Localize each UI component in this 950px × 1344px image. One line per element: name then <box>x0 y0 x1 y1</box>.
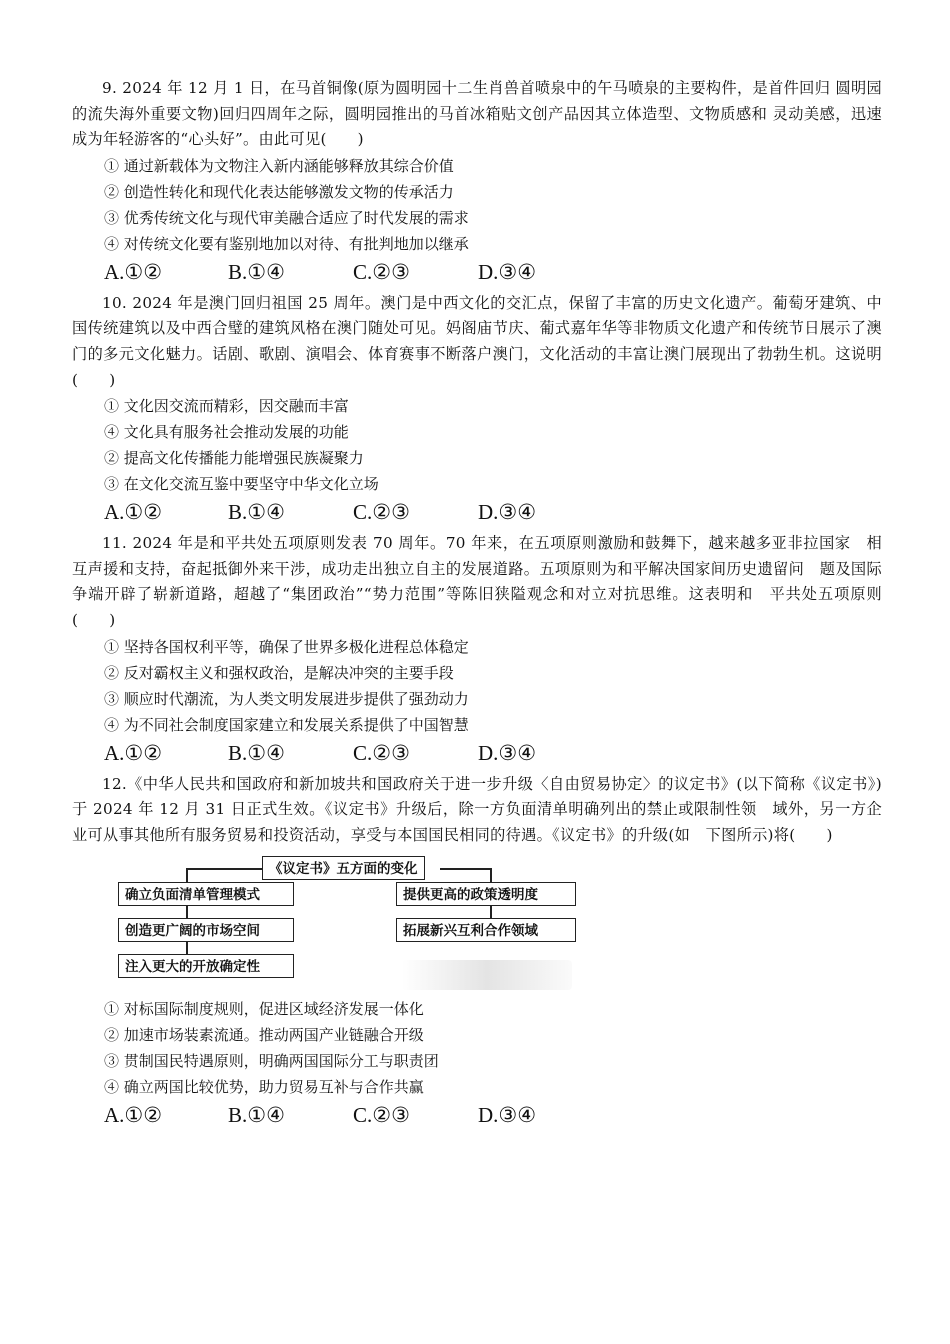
option-statement: ③ 顺应时代潮流，为人类文明发展进步提供了强劲动力 <box>104 689 469 708</box>
answer-choices <box>72 497 882 527</box>
choice-b[interactable]: B.①④ <box>228 500 285 525</box>
answer-choices <box>72 1100 882 1130</box>
option-statement: ④ 为不同社会制度国家建立和发展关系提供了中国智慧 <box>104 715 469 734</box>
choice-d[interactable]: D.③④ <box>478 259 537 284</box>
choice-d[interactable]: D.③④ <box>478 500 537 525</box>
choice-c[interactable]: C.②③ <box>353 740 410 765</box>
diagram-left-box: 注入更大的开放确定性 <box>118 954 294 978</box>
option-statement: ③ 在文化交流互鉴中要坚守中华文化立场 <box>104 475 379 494</box>
choice-c[interactable]: C.②③ <box>353 500 410 525</box>
choice-b[interactable]: B.①④ <box>228 259 285 284</box>
connector-line <box>186 906 188 918</box>
choice-a[interactable]: A.①② <box>104 740 163 765</box>
option-statement: ② 加速市场装素流通。推动两国产业链融合开级 <box>104 1026 424 1045</box>
choice-d[interactable]: D.③④ <box>478 740 537 765</box>
protocol-changes-diagram <box>72 854 592 992</box>
choice-b[interactable]: B.①④ <box>228 1103 285 1128</box>
answer-choices <box>72 257 882 287</box>
connector-line <box>490 868 492 882</box>
diagram-right-box: 拓展新兴互利合作领域 <box>396 918 576 942</box>
question-9 <box>72 76 882 287</box>
question-stem: 12.《中华人民共和国政府和新加坡共和国政府关于进一步升级〈自由贸易协定〉的议定书》(以下简称《议定书》)于 2024 年 12 月 31 日正式生效。《议定书》升级后，除一方负面清单明确列出的禁止或限制性领 域外，另一方企业可从事其他所有服务贸易和投资活动，享受与本国国民相同的待遇。《议定书》的升级(如 下图所示)将( ) <box>72 774 882 844</box>
option-statement: ② 反对霸权主义和强权政治，是解决冲突的主要手段 <box>104 663 454 682</box>
option-statement: ② 提高文化传播能力能增强民族凝聚力 <box>104 449 364 468</box>
option-statement: ④ 确立两国比较优势，助力贸易互补与合作共赢 <box>104 1078 424 1097</box>
diagram-left-box: 创造更广阔的市场空间 <box>118 918 294 942</box>
choice-a[interactable]: A.①② <box>104 500 163 525</box>
question-stem: 9. 2024 年 12 月 1 日，在马首铜像(原为圆明园十二生肖兽首喷泉中的午马喷泉的主要构件，是首件回归 圆明园的流失海外重要文物)回归四周年之际，圆明园推出的马首冰箱贴文创产品因其立体造型、文物质感和 灵动美感，迅速成为年轻游客的“心头好”。由此可见( ) <box>72 79 882 149</box>
option-statement: ④ 对传统文化要有鉴别地加以对待、有批判地加以继承 <box>104 234 469 253</box>
question-11 <box>72 531 882 767</box>
choice-a[interactable]: A.①② <box>104 1103 163 1128</box>
diagram-left-box: 确立负面清单管理模式 <box>118 882 294 906</box>
connector-line <box>186 868 262 870</box>
option-statement: ④ 文化具有服务社会推动发展的功能 <box>104 423 349 442</box>
question-stem: 10. 2024 年是澳门回归祖国 25 周年。澳门是中西文化的交汇点，保留了丰富的历史文化遗产。葡萄牙建筑、中国传统建筑以及中西合璧的建筑风格在澳门随处可见。妈阁庙节庆、葡式嘉年华等非物质文化遗产和传统节日展示了澳门的多元文化魅力。话剧、歌剧、演唱会、体育赛事不断落户澳门，文化活动的丰富让澳门展现出了勃勃生机。这说明( ) <box>72 293 882 389</box>
option-statement: ③ 贯制国民特遇原则，明确两国国际分工与职责团 <box>104 1052 439 1071</box>
choice-b[interactable]: B.①④ <box>228 740 285 765</box>
connector-line <box>186 868 188 882</box>
diagram-right-box: 提供更高的政策透明度 <box>396 882 576 906</box>
answer-choices <box>72 738 882 768</box>
question-stem: 11. 2024 年是和平共处五项原则发表 70 周年。70 年来，在五项原则激励和鼓舞下，越来越多亚非拉国家 相互声援和支持，奋起抵御外来干涉，成功走出独立自主的发展道路。五项原则为和平解决国家间历史遗留问 题及国际争端开辟了崭新道路，超越了“集团政治”“势力范围”等陈旧狭隘观念和对立对抗思维。这表明和 平共处五项原则( ) <box>72 534 882 629</box>
diagram-title-box: 《议定书》五方面的变化 <box>262 856 425 880</box>
watermark-smudge <box>402 960 572 990</box>
option-statement: ① 坚持各国权利平等，确保了世界多极化进程总体稳定 <box>104 637 469 656</box>
option-statement: ① 文化因交流而精彩，因交融而丰富 <box>104 397 349 416</box>
connector-line <box>186 942 188 954</box>
connector-line <box>490 906 492 918</box>
choice-c[interactable]: C.②③ <box>353 1103 410 1128</box>
choice-c[interactable]: C.②③ <box>353 259 410 284</box>
option-statement: ① 对标国际制度规则，促进区域经济发展一体化 <box>104 1000 424 1019</box>
question-10 <box>72 291 882 527</box>
choice-d[interactable]: D.③④ <box>478 1103 537 1128</box>
choice-a[interactable]: A.①② <box>104 259 163 284</box>
connector-line <box>440 868 490 870</box>
option-statement: ② 创造性转化和现代化表达能够激发文物的传承活力 <box>104 182 454 201</box>
option-statement: ① 通过新载体为文物注入新内涵能够释放其综合价值 <box>104 156 454 175</box>
exam-page <box>72 76 882 1134</box>
option-statement: ③ 优秀传统文化与现代审美融合适应了时代发展的需求 <box>104 208 469 227</box>
question-12 <box>72 772 882 1131</box>
